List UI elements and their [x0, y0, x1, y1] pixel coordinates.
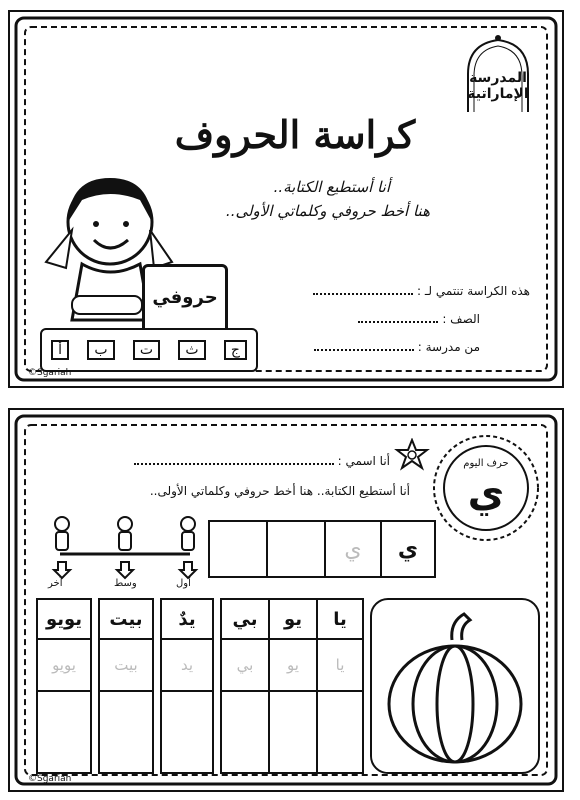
flower-icon — [394, 438, 430, 474]
book-label: حروفي — [152, 287, 218, 308]
word-blank[interactable] — [222, 692, 268, 742]
word-trace[interactable]: يو — [270, 640, 316, 692]
word-trace[interactable]: يا — [318, 640, 362, 692]
word-blank[interactable] — [162, 692, 212, 742]
word-header: يا — [318, 600, 362, 640]
word-column — [268, 598, 318, 774]
block-letter: أ — [51, 340, 69, 360]
page-title: كراسة الحروف — [174, 112, 416, 157]
badge-letter: ي — [467, 470, 505, 516]
school-label: من مدرسة : — [417, 340, 480, 354]
school-logo — [458, 34, 538, 114]
badge-title: حرف اليوم — [463, 458, 509, 469]
credit-text: ©Sgariah — [28, 774, 72, 784]
letter-cell-trace[interactable]: ي — [324, 520, 382, 578]
credit-text: ©Sgariah — [28, 368, 72, 378]
position-middle: وسط — [114, 578, 137, 589]
letter-cell-empty[interactable] — [208, 520, 268, 578]
letter-of-day-badge — [430, 432, 542, 544]
word-blank[interactable] — [318, 692, 362, 742]
word-trace[interactable]: يد — [162, 640, 212, 692]
word-trace[interactable]: يويو — [38, 640, 90, 692]
word-blank[interactable] — [270, 692, 316, 742]
letter-cell: ي — [380, 520, 436, 578]
block-letter: ت — [133, 340, 160, 360]
word-header: يو — [270, 600, 316, 640]
instruction-text: أنا أستطيع الكتابة.. هنا أخط حروفي وكلماتي الأولى.. — [149, 484, 410, 498]
block-letter: ج — [224, 340, 247, 360]
school-field[interactable] — [310, 340, 480, 354]
word-column — [220, 598, 270, 774]
word-column — [316, 598, 364, 774]
name-label: أنا اسمي : — [337, 454, 390, 468]
block-letter: ث — [178, 340, 205, 360]
word-header: بيت — [100, 600, 152, 640]
word-header: يويو — [38, 600, 90, 640]
worksheet-sheet — [8, 408, 564, 792]
word-column — [36, 598, 92, 774]
owner-field[interactable] — [300, 284, 530, 298]
word-column — [160, 598, 214, 774]
word-column — [98, 598, 154, 774]
name-field[interactable] — [130, 454, 390, 468]
word-header: بي — [222, 600, 268, 640]
grade-label: الصف : — [442, 312, 480, 326]
book-card — [142, 264, 228, 336]
owner-label: هذه الكراسة تنتمي لـ : — [417, 284, 530, 298]
school-logo-text: المدرسة الإماراتية — [467, 70, 529, 102]
cover-sheet — [8, 10, 564, 388]
tagline-1: أنا أستطيع الكتابة.. — [273, 178, 390, 196]
word-blank[interactable] — [100, 692, 152, 742]
grade-field[interactable] — [330, 312, 480, 326]
word-header: يدٌ — [162, 600, 212, 640]
pumpkin-icon — [372, 600, 538, 772]
letter-cell-empty[interactable] — [266, 520, 326, 578]
word-trace[interactable]: بيت — [100, 640, 152, 692]
letter-blocks — [40, 328, 258, 372]
pumpkin-panel — [370, 598, 540, 774]
position-first: أول — [176, 578, 191, 589]
word-blank[interactable] — [38, 692, 90, 742]
position-last: آخر — [48, 578, 63, 589]
block-letter: ب — [87, 340, 114, 360]
word-trace[interactable]: بي — [222, 640, 268, 692]
tagline-2: هنا أخط حروفي وكلماتي الأولى.. — [225, 202, 430, 220]
